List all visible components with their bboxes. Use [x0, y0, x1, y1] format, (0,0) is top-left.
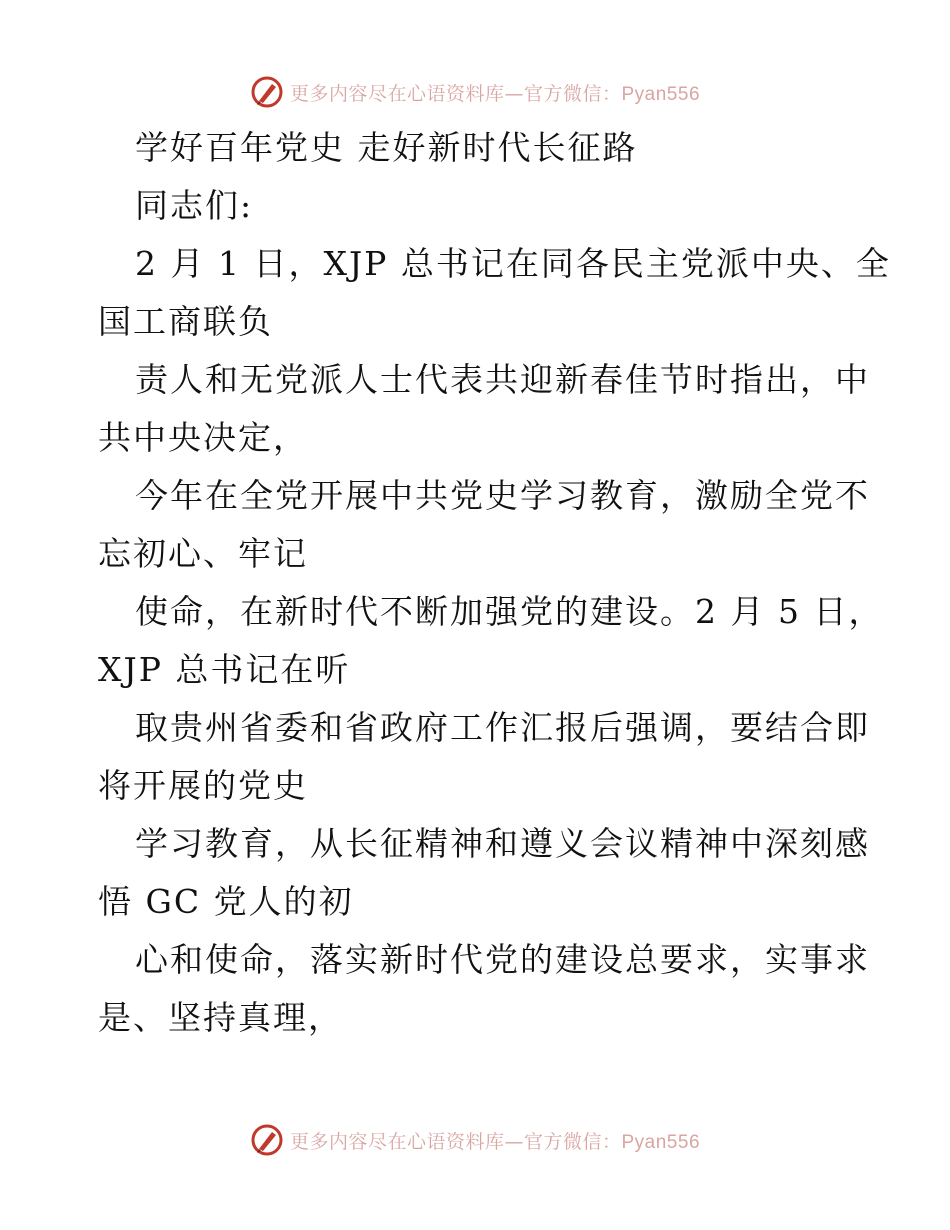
footer-banner-separator: —: [504, 1130, 524, 1153]
header-banner-separator: —: [504, 82, 524, 105]
header-banner-wechat-id: Pyan556: [621, 83, 701, 105]
paragraph-line: 使命，在新时代不断加强党的建设。2 月 5 日，: [135, 592, 884, 631]
paragraph-line: 将开展的党史: [98, 766, 308, 805]
paragraph-line: 学习教育，从长征精神和遵义会议精神中深刻感: [135, 824, 870, 863]
footer-banner-main: 更多内容尽在心语资料库: [289, 1130, 505, 1153]
paragraph-line: 心和使命，落实新时代党的建设总要求，实事求: [135, 940, 870, 979]
header-banner-main: 更多内容尽在心语资料库: [289, 82, 505, 105]
paragraph-line: 国工商联负: [98, 302, 273, 341]
paragraph-line: 责人和无党派人士代表共迎新春佳节时指出，中: [135, 360, 870, 399]
paragraph-line: 是、坚持真理，: [98, 998, 343, 1037]
footer-banner-text: [290, 1127, 700, 1154]
header-banner-wechat-label: 官方微信：: [523, 82, 622, 105]
paragraph-line: 忘初心、牢记: [98, 534, 308, 573]
pen-logo-icon: [250, 75, 284, 109]
document-title: 学好百年党史 走好新时代长征路: [135, 128, 638, 167]
paragraph-line: 2 月 1 日，XJP 总书记在同各民主党派中央、全: [135, 244, 891, 283]
salutation: 同志们:: [135, 186, 254, 225]
paragraph-line: 今年在全党开展中共党史学习教育，激励全党不: [135, 476, 870, 515]
footer-banner: [0, 1118, 950, 1162]
paragraph-line: 共中央决定，: [98, 418, 308, 457]
footer-banner-wechat-label: 官方微信：: [523, 1130, 622, 1153]
paragraph-line: 悟 GC 党人的初: [98, 882, 354, 921]
header-banner: [0, 70, 950, 114]
paragraph-line: 取贵州省委和省政府工作汇报后强调，要结合即: [135, 708, 870, 747]
pen-logo-icon: [250, 1123, 284, 1157]
footer-banner-wechat-id: Pyan556: [621, 1131, 701, 1153]
header-banner-text: [290, 79, 700, 106]
paragraph-line: XJP 总书记在听: [98, 650, 351, 689]
